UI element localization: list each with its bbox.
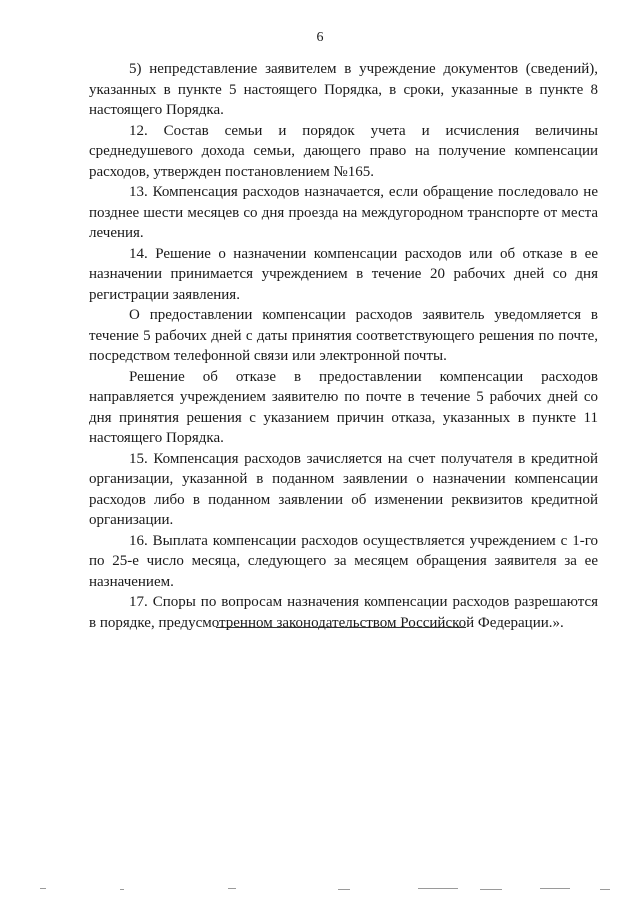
- paragraph-13: 13. Компенсация расходов назначается, если обращение последовало не позднее шести месяцев со дня проезда на междугородном транспорте от места лечения.: [89, 184, 598, 241]
- scan-artifact: [418, 888, 458, 889]
- paragraph-17: 17. Споры по вопросам назначения компенсации расходов разрешаются в порядке, предусмотренном законодательством Российской Федерации.».: [89, 594, 598, 631]
- paragraph-15: 15. Компенсация расходов зачисляется на счет получателя в кредитной организации, указанной в поданном заявлении о назначении компенсации расходов либо в поданном заявлении об изменении реквизитов кредитной организации.: [89, 450, 598, 528]
- scan-artifact: [600, 889, 610, 890]
- scan-artifact: [40, 888, 46, 889]
- paragraph-12: 12. Состав семьи и порядок учета и исчисления величины среднедушевого дохода семьи, дающего право на получение компенсации расходов, утвержден постановлением №165.: [89, 122, 598, 180]
- paragraph-item-5: 5) непредставление заявителем в учреждение документов (сведений), указанных в пункте 5 настоящего Порядка, в сроки, указанные в пункте 8 настоящего Порядка.: [89, 61, 598, 118]
- scan-artifact: [540, 888, 570, 889]
- scan-artifact: [120, 889, 124, 890]
- scan-artifact: [228, 888, 236, 889]
- paragraph-14: 14. Решение о назначении компенсации расходов или об отказе в ее назначении принимается учреждением в течение 20 рабочих дней со дня регистрации заявления.: [89, 245, 598, 303]
- paragraph-16: 16. Выплата компенсации расходов осуществляется учреждением с 1-го по 25-е число месяца, следующего за месяцем обращения заявителя за ее назначением.: [89, 532, 598, 590]
- scan-artifact: [480, 889, 502, 890]
- scan-artifact: [338, 889, 350, 890]
- paragraph-14-refusal: Решение об отказе в предоставлении компенсации расходов направляется учреждением заявителю по почте в течение 5 рабочих дней со дня принятия решения с указанием причин отказа, указанных в пункте 11 настоящего Порядка.: [89, 368, 598, 446]
- document-body: [89, 59, 598, 633]
- closing-separator-line: [216, 627, 466, 628]
- paragraph-14-notification: О предоставлении компенсации расходов заявитель уведомляется в течение 5 рабочих дней с даты принятия соответствующего решения по почте, посредством телефонной связи или электронной почты.: [89, 307, 598, 364]
- page-number: 6: [316, 30, 324, 45]
